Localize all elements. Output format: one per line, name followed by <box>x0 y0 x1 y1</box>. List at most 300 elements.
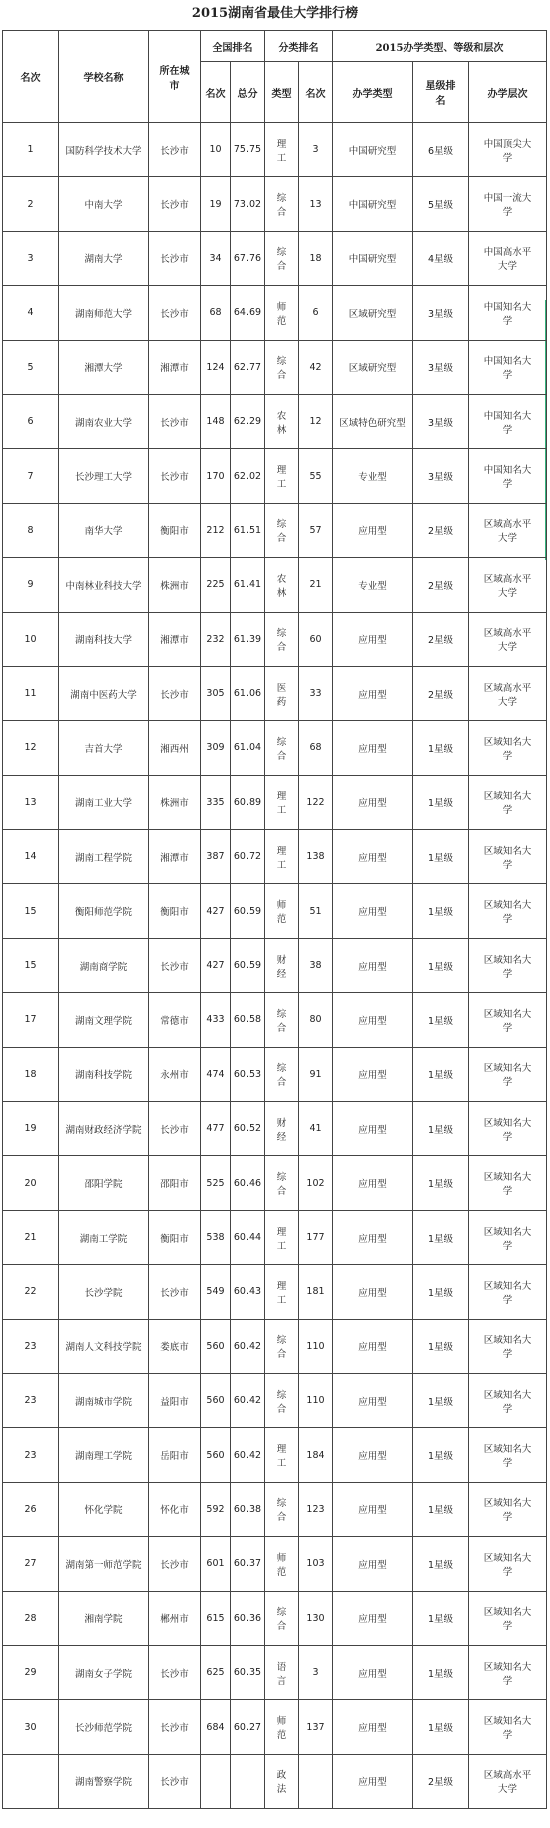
school-type-cell: 应用型 <box>333 1754 413 1808</box>
national-rank-cell: 225 <box>201 558 231 612</box>
national-rank-cell: 34 <box>201 231 231 285</box>
category-type-cell: 综合 <box>265 1373 299 1427</box>
national-rank-cell: 335 <box>201 775 231 829</box>
star-cell: 1星级 <box>413 1482 469 1536</box>
school-cell: 湖南工程学院 <box>59 830 149 884</box>
school-type-cell: 应用型 <box>333 503 413 557</box>
school-cell: 中南林业科技大学 <box>59 558 149 612</box>
national-rank-cell: 305 <box>201 666 231 720</box>
level-cell: 区域知名大学 <box>469 1645 547 1699</box>
national-score-cell: 60.42 <box>231 1319 265 1373</box>
star-cell: 1星级 <box>413 1700 469 1754</box>
level-cell: 中国一流大学 <box>469 177 547 231</box>
national-score-cell: 60.42 <box>231 1373 265 1427</box>
rank-cell: 13 <box>3 775 59 829</box>
table-row <box>3 123 547 177</box>
header-cat-type: 类型 <box>265 62 299 123</box>
category-rank-cell: 6 <box>299 286 333 340</box>
star-cell: 1星级 <box>413 938 469 992</box>
rank-cell: 28 <box>3 1591 59 1645</box>
national-rank-cell: 427 <box>201 884 231 938</box>
city-cell: 长沙市 <box>149 1700 201 1754</box>
category-type-cell: 师范 <box>265 884 299 938</box>
star-cell: 2星级 <box>413 612 469 666</box>
level-cell: 区域高水平大学 <box>469 612 547 666</box>
school-cell: 湖南科技学院 <box>59 1047 149 1101</box>
table-row <box>3 1537 547 1591</box>
school-cell: 长沙师范学院 <box>59 1700 149 1754</box>
star-cell: 1星级 <box>413 884 469 938</box>
city-cell: 株洲市 <box>149 558 201 612</box>
category-rank-cell: 138 <box>299 830 333 884</box>
table-row <box>3 1700 547 1754</box>
city-cell: 长沙市 <box>149 1537 201 1591</box>
category-type-cell: 师范 <box>265 286 299 340</box>
school-type-cell: 应用型 <box>333 1265 413 1319</box>
city-cell: 长沙市 <box>149 1102 201 1156</box>
category-type-cell: 语言 <box>265 1645 299 1699</box>
school-cell: 湖南人文科技学院 <box>59 1319 149 1373</box>
category-rank-cell: 110 <box>299 1373 333 1427</box>
star-cell: 1星级 <box>413 1047 469 1101</box>
star-cell: 6星级 <box>413 123 469 177</box>
city-cell: 长沙市 <box>149 123 201 177</box>
national-rank-cell <box>201 1754 231 1808</box>
city-cell: 娄底市 <box>149 1319 201 1373</box>
national-score-cell: 73.02 <box>231 177 265 231</box>
school-type-cell: 应用型 <box>333 775 413 829</box>
category-type-cell: 综合 <box>265 503 299 557</box>
category-type-cell: 理工 <box>265 1210 299 1264</box>
star-cell: 2星级 <box>413 503 469 557</box>
school-type-cell: 专业型 <box>333 449 413 503</box>
national-score-cell: 60.38 <box>231 1482 265 1536</box>
category-rank-cell: 12 <box>299 394 333 448</box>
star-cell: 1星级 <box>413 993 469 1047</box>
header-star: 星级排名 <box>413 62 469 123</box>
national-rank-cell: 387 <box>201 830 231 884</box>
table-row <box>3 558 547 612</box>
star-cell: 1星级 <box>413 1373 469 1427</box>
category-type-cell: 医药 <box>265 666 299 720</box>
table-row <box>3 1754 547 1808</box>
school-cell: 邵阳学院 <box>59 1156 149 1210</box>
national-score-cell: 61.51 <box>231 503 265 557</box>
rank-cell: 23 <box>3 1428 59 1482</box>
national-rank-cell: 560 <box>201 1428 231 1482</box>
level-cell: 中国知名大学 <box>469 394 547 448</box>
national-rank-cell: 212 <box>201 503 231 557</box>
level-cell: 区域知名大学 <box>469 993 547 1047</box>
level-cell: 区域知名大学 <box>469 1265 547 1319</box>
level-cell: 中国知名大学 <box>469 286 547 340</box>
school-type-cell: 应用型 <box>333 1482 413 1536</box>
category-rank-cell: 184 <box>299 1428 333 1482</box>
star-cell: 1星级 <box>413 1210 469 1264</box>
city-cell: 湘潭市 <box>149 830 201 884</box>
school-cell: 湖南文理学院 <box>59 993 149 1047</box>
school-type-cell: 应用型 <box>333 884 413 938</box>
category-type-cell: 综合 <box>265 612 299 666</box>
star-cell: 3星级 <box>413 286 469 340</box>
city-cell: 湘潭市 <box>149 612 201 666</box>
level-cell: 区域高水平大学 <box>469 1754 547 1808</box>
national-score-cell: 60.42 <box>231 1428 265 1482</box>
city-cell: 长沙市 <box>149 1265 201 1319</box>
national-score-cell: 60.27 <box>231 1700 265 1754</box>
national-rank-cell: 560 <box>201 1373 231 1427</box>
table-row <box>3 1482 547 1536</box>
rank-cell: 15 <box>3 884 59 938</box>
rank-cell: 23 <box>3 1319 59 1373</box>
star-cell: 1星级 <box>413 721 469 775</box>
rank-cell: 18 <box>3 1047 59 1101</box>
category-type-cell: 师范 <box>265 1537 299 1591</box>
national-score-cell: 60.58 <box>231 993 265 1047</box>
table-row <box>3 1319 547 1373</box>
national-score-cell: 61.04 <box>231 721 265 775</box>
school-cell: 湖南女子学院 <box>59 1645 149 1699</box>
level-cell: 区域高水平大学 <box>469 503 547 557</box>
city-cell: 长沙市 <box>149 666 201 720</box>
table-row <box>3 1373 547 1427</box>
city-cell: 长沙市 <box>149 1645 201 1699</box>
category-type-cell: 综合 <box>265 231 299 285</box>
level-cell: 区域知名大学 <box>469 1102 547 1156</box>
header-nat-score: 总分 <box>231 62 265 123</box>
city-cell: 怀化市 <box>149 1482 201 1536</box>
header-school: 学校名称 <box>59 31 149 123</box>
category-rank-cell: 60 <box>299 612 333 666</box>
school-type-cell: 中国研究型 <box>333 177 413 231</box>
level-cell: 中国知名大学 <box>469 449 547 503</box>
star-cell: 1星级 <box>413 1591 469 1645</box>
rank-cell: 17 <box>3 993 59 1047</box>
table-row <box>3 394 547 448</box>
rank-cell: 27 <box>3 1537 59 1591</box>
category-rank-cell: 122 <box>299 775 333 829</box>
star-cell: 4星级 <box>413 231 469 285</box>
star-cell: 5星级 <box>413 177 469 231</box>
table-row <box>3 1265 547 1319</box>
header-school-type: 办学类型 <box>333 62 413 123</box>
category-type-cell: 综合 <box>265 1156 299 1210</box>
school-type-cell: 中国研究型 <box>333 231 413 285</box>
national-rank-cell: 549 <box>201 1265 231 1319</box>
star-cell: 3星级 <box>413 449 469 503</box>
category-type-cell: 农林 <box>265 394 299 448</box>
level-cell: 中国顶尖大学 <box>469 123 547 177</box>
category-rank-cell: 57 <box>299 503 333 557</box>
rank-cell: 8 <box>3 503 59 557</box>
category-type-cell: 综合 <box>265 1319 299 1373</box>
category-rank-cell: 68 <box>299 721 333 775</box>
rank-cell: 4 <box>3 286 59 340</box>
rank-cell: 6 <box>3 394 59 448</box>
national-score-cell: 60.52 <box>231 1102 265 1156</box>
category-rank-cell: 137 <box>299 1700 333 1754</box>
rank-cell: 19 <box>3 1102 59 1156</box>
table-row <box>3 830 547 884</box>
school-type-cell: 区域研究型 <box>333 340 413 394</box>
school-cell: 国防科学技术大学 <box>59 123 149 177</box>
table-row <box>3 938 547 992</box>
category-rank-cell: 91 <box>299 1047 333 1101</box>
level-cell: 区域知名大学 <box>469 1319 547 1373</box>
category-type-cell: 农林 <box>265 558 299 612</box>
national-rank-cell: 525 <box>201 1156 231 1210</box>
school-type-cell: 应用型 <box>333 1047 413 1101</box>
category-rank-cell: 3 <box>299 1645 333 1699</box>
star-cell: 1星级 <box>413 1102 469 1156</box>
star-cell: 1星级 <box>413 1265 469 1319</box>
category-type-cell: 理工 <box>265 775 299 829</box>
category-rank-cell: 55 <box>299 449 333 503</box>
table-row <box>3 340 547 394</box>
category-rank-cell <box>299 1754 333 1808</box>
category-rank-cell: 33 <box>299 666 333 720</box>
rank-cell: 1 <box>3 123 59 177</box>
table-row <box>3 1428 547 1482</box>
level-cell: 区域知名大学 <box>469 721 547 775</box>
category-rank-cell: 42 <box>299 340 333 394</box>
rank-cell: 29 <box>3 1645 59 1699</box>
school-cell: 长沙理工大学 <box>59 449 149 503</box>
category-rank-cell: 110 <box>299 1319 333 1373</box>
school-cell: 湘潭大学 <box>59 340 149 394</box>
school-type-cell: 应用型 <box>333 1156 413 1210</box>
level-cell: 中国知名大学 <box>469 340 547 394</box>
school-cell: 湘南学院 <box>59 1591 149 1645</box>
header-city: 所在城市 <box>149 31 201 123</box>
school-type-cell: 区域特色研究型 <box>333 394 413 448</box>
school-cell: 南华大学 <box>59 503 149 557</box>
table-row <box>3 775 547 829</box>
national-score-cell: 61.39 <box>231 612 265 666</box>
star-cell: 1星级 <box>413 1428 469 1482</box>
category-type-cell: 综合 <box>265 1047 299 1101</box>
city-cell: 长沙市 <box>149 449 201 503</box>
school-cell: 湖南城市学院 <box>59 1373 149 1427</box>
star-cell: 1星级 <box>413 1537 469 1591</box>
category-rank-cell: 18 <box>299 231 333 285</box>
national-score-cell: 60.44 <box>231 1210 265 1264</box>
level-cell: 中国高水平大学 <box>469 231 547 285</box>
category-type-cell: 师范 <box>265 1700 299 1754</box>
school-type-cell: 应用型 <box>333 1319 413 1373</box>
city-cell: 株洲市 <box>149 775 201 829</box>
national-score-cell: 60.37 <box>231 1537 265 1591</box>
national-score-cell: 60.43 <box>231 1265 265 1319</box>
category-rank-cell: 103 <box>299 1537 333 1591</box>
category-rank-cell: 51 <box>299 884 333 938</box>
city-cell: 衡阳市 <box>149 1210 201 1264</box>
national-score-cell: 61.41 <box>231 558 265 612</box>
star-cell: 2星级 <box>413 558 469 612</box>
city-cell: 衡阳市 <box>149 503 201 557</box>
category-type-cell: 财经 <box>265 1102 299 1156</box>
school-cell: 湖南农业大学 <box>59 394 149 448</box>
level-cell: 区域知名大学 <box>469 775 547 829</box>
national-score-cell <box>231 1754 265 1808</box>
national-score-cell: 60.59 <box>231 884 265 938</box>
rank-cell: 14 <box>3 830 59 884</box>
level-cell: 区域高水平大学 <box>469 558 547 612</box>
national-score-cell: 67.76 <box>231 231 265 285</box>
school-cell: 湖南财政经济学院 <box>59 1102 149 1156</box>
school-type-cell: 应用型 <box>333 1210 413 1264</box>
school-cell: 湖南商学院 <box>59 938 149 992</box>
level-cell: 区域知名大学 <box>469 1591 547 1645</box>
rank-cell: 30 <box>3 1700 59 1754</box>
level-cell: 区域知名大学 <box>469 1537 547 1591</box>
school-type-cell: 应用型 <box>333 993 413 1047</box>
star-cell: 3星级 <box>413 394 469 448</box>
table-row <box>3 177 547 231</box>
school-type-cell: 专业型 <box>333 558 413 612</box>
header-rank: 名次 <box>3 31 59 123</box>
level-cell: 区域知名大学 <box>469 1210 547 1264</box>
national-score-cell: 62.02 <box>231 449 265 503</box>
rank-cell: 21 <box>3 1210 59 1264</box>
rank-cell: 15 <box>3 938 59 992</box>
category-rank-cell: 38 <box>299 938 333 992</box>
school-cell: 湖南理工学院 <box>59 1428 149 1482</box>
city-cell: 长沙市 <box>149 177 201 231</box>
level-cell: 区域知名大学 <box>469 1156 547 1210</box>
table-row <box>3 884 547 938</box>
national-score-cell: 64.69 <box>231 286 265 340</box>
table-row <box>3 721 547 775</box>
school-cell: 长沙学院 <box>59 1265 149 1319</box>
city-cell: 益阳市 <box>149 1373 201 1427</box>
category-type-cell: 理工 <box>265 830 299 884</box>
table-row <box>3 231 547 285</box>
header-nat-rank: 名次 <box>201 62 231 123</box>
category-rank-cell: 80 <box>299 993 333 1047</box>
header-type2015: 2015办学类型、等级和层次 <box>333 31 547 62</box>
school-cell: 吉首大学 <box>59 721 149 775</box>
city-cell: 湘西州 <box>149 721 201 775</box>
level-cell: 区域知名大学 <box>469 1700 547 1754</box>
category-rank-cell: 3 <box>299 123 333 177</box>
category-type-cell: 综合 <box>265 721 299 775</box>
national-rank-cell: 170 <box>201 449 231 503</box>
national-score-cell: 60.53 <box>231 1047 265 1101</box>
national-score-cell: 62.77 <box>231 340 265 394</box>
city-cell: 长沙市 <box>149 286 201 340</box>
national-score-cell: 60.89 <box>231 775 265 829</box>
city-cell: 岳阳市 <box>149 1428 201 1482</box>
table-row <box>3 612 547 666</box>
star-cell: 2星级 <box>413 666 469 720</box>
rank-cell: 12 <box>3 721 59 775</box>
level-cell: 区域高水平大学 <box>469 666 547 720</box>
table-row <box>3 1645 547 1699</box>
table-row <box>3 449 547 503</box>
national-score-cell: 60.72 <box>231 830 265 884</box>
school-type-cell: 应用型 <box>333 721 413 775</box>
table-row <box>3 1156 547 1210</box>
national-rank-cell: 19 <box>201 177 231 231</box>
ranking-table <box>2 30 547 1809</box>
school-type-cell: 应用型 <box>333 1700 413 1754</box>
school-cell: 湖南科技大学 <box>59 612 149 666</box>
school-cell: 湖南警察学院 <box>59 1754 149 1808</box>
national-rank-cell: 309 <box>201 721 231 775</box>
national-rank-cell: 625 <box>201 1645 231 1699</box>
national-score-cell: 60.59 <box>231 938 265 992</box>
school-type-cell: 应用型 <box>333 1373 413 1427</box>
school-type-cell: 中国研究型 <box>333 123 413 177</box>
header-category: 分类排名 <box>265 31 333 62</box>
national-score-cell: 60.35 <box>231 1645 265 1699</box>
school-type-cell: 应用型 <box>333 1645 413 1699</box>
city-cell: 长沙市 <box>149 938 201 992</box>
table-row <box>3 1591 547 1645</box>
level-cell: 区域知名大学 <box>469 830 547 884</box>
category-rank-cell: 123 <box>299 1482 333 1536</box>
national-score-cell: 60.46 <box>231 1156 265 1210</box>
category-type-cell: 理工 <box>265 123 299 177</box>
city-cell: 郴州市 <box>149 1591 201 1645</box>
national-rank-cell: 232 <box>201 612 231 666</box>
category-rank-cell: 102 <box>299 1156 333 1210</box>
city-cell: 常德市 <box>149 993 201 1047</box>
city-cell: 邵阳市 <box>149 1156 201 1210</box>
star-cell: 3星级 <box>413 340 469 394</box>
national-score-cell: 61.06 <box>231 666 265 720</box>
national-rank-cell: 560 <box>201 1319 231 1373</box>
category-rank-cell: 13 <box>299 177 333 231</box>
rank-cell: 10 <box>3 612 59 666</box>
star-cell: 2星级 <box>413 1754 469 1808</box>
category-rank-cell: 181 <box>299 1265 333 1319</box>
category-rank-cell: 130 <box>299 1591 333 1645</box>
star-cell: 1星级 <box>413 1645 469 1699</box>
table-row <box>3 503 547 557</box>
national-rank-cell: 148 <box>201 394 231 448</box>
table-row <box>3 1047 547 1101</box>
national-score-cell: 60.36 <box>231 1591 265 1645</box>
school-cell: 衡阳师范学院 <box>59 884 149 938</box>
school-type-cell: 应用型 <box>333 612 413 666</box>
school-cell: 湖南工业大学 <box>59 775 149 829</box>
rank-cell <box>3 1754 59 1808</box>
national-rank-cell: 433 <box>201 993 231 1047</box>
category-rank-cell: 21 <box>299 558 333 612</box>
school-type-cell: 应用型 <box>333 1591 413 1645</box>
school-cell: 湖南大学 <box>59 231 149 285</box>
rank-cell: 5 <box>3 340 59 394</box>
header-national: 全国排名 <box>201 31 265 62</box>
star-cell: 1星级 <box>413 1319 469 1373</box>
school-cell: 湖南工学院 <box>59 1210 149 1264</box>
national-rank-cell: 615 <box>201 1591 231 1645</box>
school-cell: 湖南师范大学 <box>59 286 149 340</box>
category-type-cell: 财经 <box>265 938 299 992</box>
rank-cell: 22 <box>3 1265 59 1319</box>
national-score-cell: 62.29 <box>231 394 265 448</box>
school-type-cell: 应用型 <box>333 938 413 992</box>
table-row <box>3 1102 547 1156</box>
rank-cell: 3 <box>3 231 59 285</box>
school-type-cell: 应用型 <box>333 1537 413 1591</box>
school-cell: 湖南中医药大学 <box>59 666 149 720</box>
city-cell: 衡阳市 <box>149 884 201 938</box>
city-cell: 湘潭市 <box>149 340 201 394</box>
page-title: 2015湖南省最佳大学排行榜 <box>191 6 359 21</box>
